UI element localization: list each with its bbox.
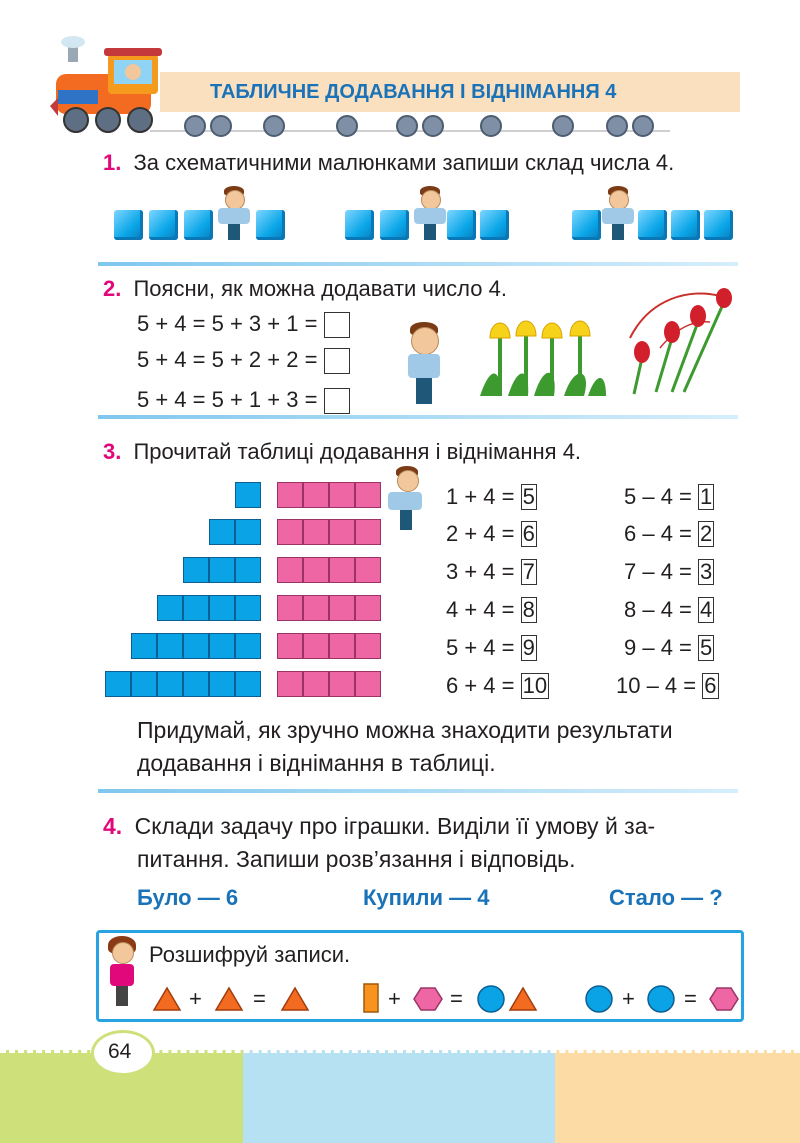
- orange-rectangle-icon: [362, 982, 380, 1014]
- pink-square: [355, 557, 381, 583]
- pink-square: [277, 519, 303, 545]
- addition-row: 3 + 4 = 7: [446, 559, 535, 584]
- result-box: 5: [522, 484, 535, 509]
- blue-square: [105, 671, 131, 697]
- plus-sign: +: [622, 986, 635, 1011]
- boy-figure: [598, 186, 638, 242]
- equation-text: 5 + 4 = 5 + 3 + 1 =: [137, 310, 318, 336]
- blue-square: [235, 633, 261, 659]
- task4-heading: [103, 815, 655, 838]
- equals-sign: =: [253, 986, 266, 1011]
- subtraction-row: 10 – 4 = 6: [616, 673, 717, 698]
- task2-heading: [103, 278, 507, 300]
- orange-triangle-icon: [152, 986, 182, 1012]
- subtraction-row: 7 – 4 = 3: [624, 559, 713, 584]
- pink-square: [277, 557, 303, 583]
- cube: [480, 210, 509, 240]
- answer-box[interactable]: [324, 348, 350, 374]
- pink-square: [355, 519, 381, 545]
- blue-square: [209, 595, 235, 621]
- wheel-icon: [552, 115, 574, 137]
- result-box: 5: [700, 635, 713, 660]
- equals-sign: =: [450, 986, 463, 1011]
- bought-label: Купили — 4: [363, 885, 490, 910]
- task-text: Поясни, як можна додавати число 4.: [133, 276, 507, 301]
- addition-row: 4 + 4 = 8: [446, 597, 535, 622]
- task-number: 1.: [103, 150, 122, 175]
- pink-square: [355, 595, 381, 621]
- task-text: Прочитай таблиці додавання і віднімання 4.: [133, 439, 582, 464]
- train-icon: [48, 36, 173, 136]
- pink-square: [329, 557, 355, 583]
- result-box: 2: [700, 521, 713, 546]
- orange-triangle-icon: [508, 986, 538, 1012]
- blue-square: [131, 633, 157, 659]
- wheel-icon: [606, 115, 628, 137]
- blue-square: [157, 633, 183, 659]
- result-box: 1: [700, 484, 713, 509]
- pink-square: [329, 671, 355, 697]
- wheel-icon: [336, 115, 358, 137]
- wheel-icon: [480, 115, 502, 137]
- blue-square: [235, 557, 261, 583]
- equation-row: [137, 348, 350, 374]
- pink-square: [277, 595, 303, 621]
- task1-heading: [103, 152, 674, 174]
- cube: [671, 210, 700, 240]
- pink-square: [329, 595, 355, 621]
- blue-square: [209, 671, 235, 697]
- pink-square: [303, 595, 329, 621]
- addition-row: 2 + 4 = 6: [446, 521, 535, 546]
- section-divider: [98, 415, 738, 419]
- became-label: Стало — ?: [609, 885, 723, 910]
- cube: [149, 210, 178, 240]
- result-box: 8: [522, 597, 535, 622]
- subtraction-row: 9 – 4 = 5: [624, 635, 713, 660]
- boy-figure: [214, 186, 254, 242]
- task4-line2: питання. Запиши розв’язання і відповідь.: [137, 846, 576, 872]
- pink-hexagon-icon: [709, 986, 739, 1012]
- pink-square: [355, 671, 381, 697]
- result-box: 6: [522, 521, 535, 546]
- orange-triangle-icon: [280, 986, 310, 1012]
- blue-circle-icon: [646, 984, 676, 1014]
- was-label: Було — 6: [137, 885, 239, 910]
- girl-figure: [102, 936, 142, 1010]
- cube: [704, 210, 733, 240]
- result-box: 7: [522, 559, 535, 584]
- pink-square: [303, 633, 329, 659]
- equation-text: 5 + 4 = 5 + 2 + 2 =: [137, 346, 318, 372]
- blue-circle-icon: [584, 984, 614, 1014]
- task-number: 2.: [103, 276, 122, 301]
- wheel-icon: [396, 115, 418, 137]
- answer-box[interactable]: [324, 388, 350, 414]
- wheel-icon: [422, 115, 444, 137]
- blue-square: [183, 633, 209, 659]
- boy-figure: [410, 186, 450, 242]
- pink-square: [303, 519, 329, 545]
- section-divider: [98, 789, 738, 793]
- blue-square: [183, 557, 209, 583]
- cube: [184, 210, 213, 240]
- pink-square: [277, 671, 303, 697]
- task3-note-line1: Придумай, як зручно можна знаходити результати: [137, 717, 673, 743]
- blue-square: [235, 595, 261, 621]
- task3-note-line2: додавання і віднімання в таблиці.: [137, 750, 496, 776]
- cube: [256, 210, 285, 240]
- section-divider: [98, 262, 738, 266]
- boy-thinking-figure: [398, 322, 448, 406]
- red-tulips-icon: [620, 288, 742, 398]
- pink-square: [355, 482, 381, 508]
- wheel-icon: [210, 115, 232, 137]
- result-box: 9: [522, 635, 535, 660]
- blue-square: [183, 671, 209, 697]
- cube: [572, 210, 601, 240]
- equation-text: 5 + 4 = 5 + 1 + 3 =: [137, 386, 318, 412]
- result-box: 4: [700, 597, 713, 622]
- addition-row: 1 + 4 = 5: [446, 484, 535, 509]
- pink-square: [329, 519, 355, 545]
- pink-square: [329, 633, 355, 659]
- page-number: 64: [108, 1040, 132, 1063]
- plus-sign: +: [189, 986, 202, 1011]
- task-number: 3.: [103, 439, 122, 464]
- equation-row: [137, 388, 350, 414]
- yellow-tulips-icon: [480, 316, 610, 398]
- cube: [345, 210, 374, 240]
- orange-triangle-icon: [214, 986, 244, 1012]
- pink-square: [277, 482, 303, 508]
- wheel-icon: [632, 115, 654, 137]
- wheel-icon: [184, 115, 206, 137]
- pink-square: [355, 633, 381, 659]
- pink-square: [277, 633, 303, 659]
- cube: [380, 210, 409, 240]
- blue-square: [157, 671, 183, 697]
- pink-hexagon-icon: [413, 986, 443, 1012]
- blue-square: [235, 671, 261, 697]
- addition-row: 5 + 4 = 9: [446, 635, 535, 660]
- pink-square: [329, 482, 355, 508]
- task-text: За схематичними малюнками запиши склад числа 4.: [133, 150, 675, 175]
- addition-row: 6 + 4 = 10: [446, 673, 548, 698]
- result-box: 6: [704, 673, 717, 698]
- blue-square: [235, 519, 261, 545]
- task-number: 4.: [103, 813, 123, 839]
- pink-square: [303, 671, 329, 697]
- plus-sign: +: [388, 986, 401, 1011]
- blue-square: [183, 595, 209, 621]
- cube: [447, 210, 476, 240]
- subtraction-row: 8 – 4 = 4: [624, 597, 713, 622]
- equation-row: [137, 312, 350, 338]
- blue-square: [235, 482, 261, 508]
- boy-pointing-figure: [386, 466, 426, 532]
- task-text: Склади задачу про іграшки. Виділи її умову й за-: [134, 813, 656, 839]
- subtraction-row: 6 – 4 = 2: [624, 521, 713, 546]
- task3-heading: [103, 441, 581, 463]
- page-title: ТАБЛИЧНЕ ДОДАВАННЯ І ВІДНІМАННЯ 4: [210, 81, 617, 103]
- footer-blue: [243, 1050, 555, 1143]
- blue-square: [209, 633, 235, 659]
- footer-orange: [555, 1050, 800, 1143]
- subtraction-row: 5 – 4 = 1: [624, 484, 713, 509]
- blue-circle-icon: [476, 984, 506, 1014]
- pink-square: [303, 482, 329, 508]
- blue-square: [209, 557, 235, 583]
- wheel-icon: [263, 115, 285, 137]
- puzzle-title: Розшифруй записи.: [149, 942, 351, 967]
- cube: [638, 210, 667, 240]
- blue-square: [131, 671, 157, 697]
- equals-sign: =: [684, 986, 697, 1011]
- blue-square: [209, 519, 235, 545]
- cube: [114, 210, 143, 240]
- blue-square: [157, 595, 183, 621]
- answer-box[interactable]: [324, 312, 350, 338]
- pink-square: [303, 557, 329, 583]
- result-box: 10: [522, 673, 548, 698]
- result-box: 3: [700, 559, 713, 584]
